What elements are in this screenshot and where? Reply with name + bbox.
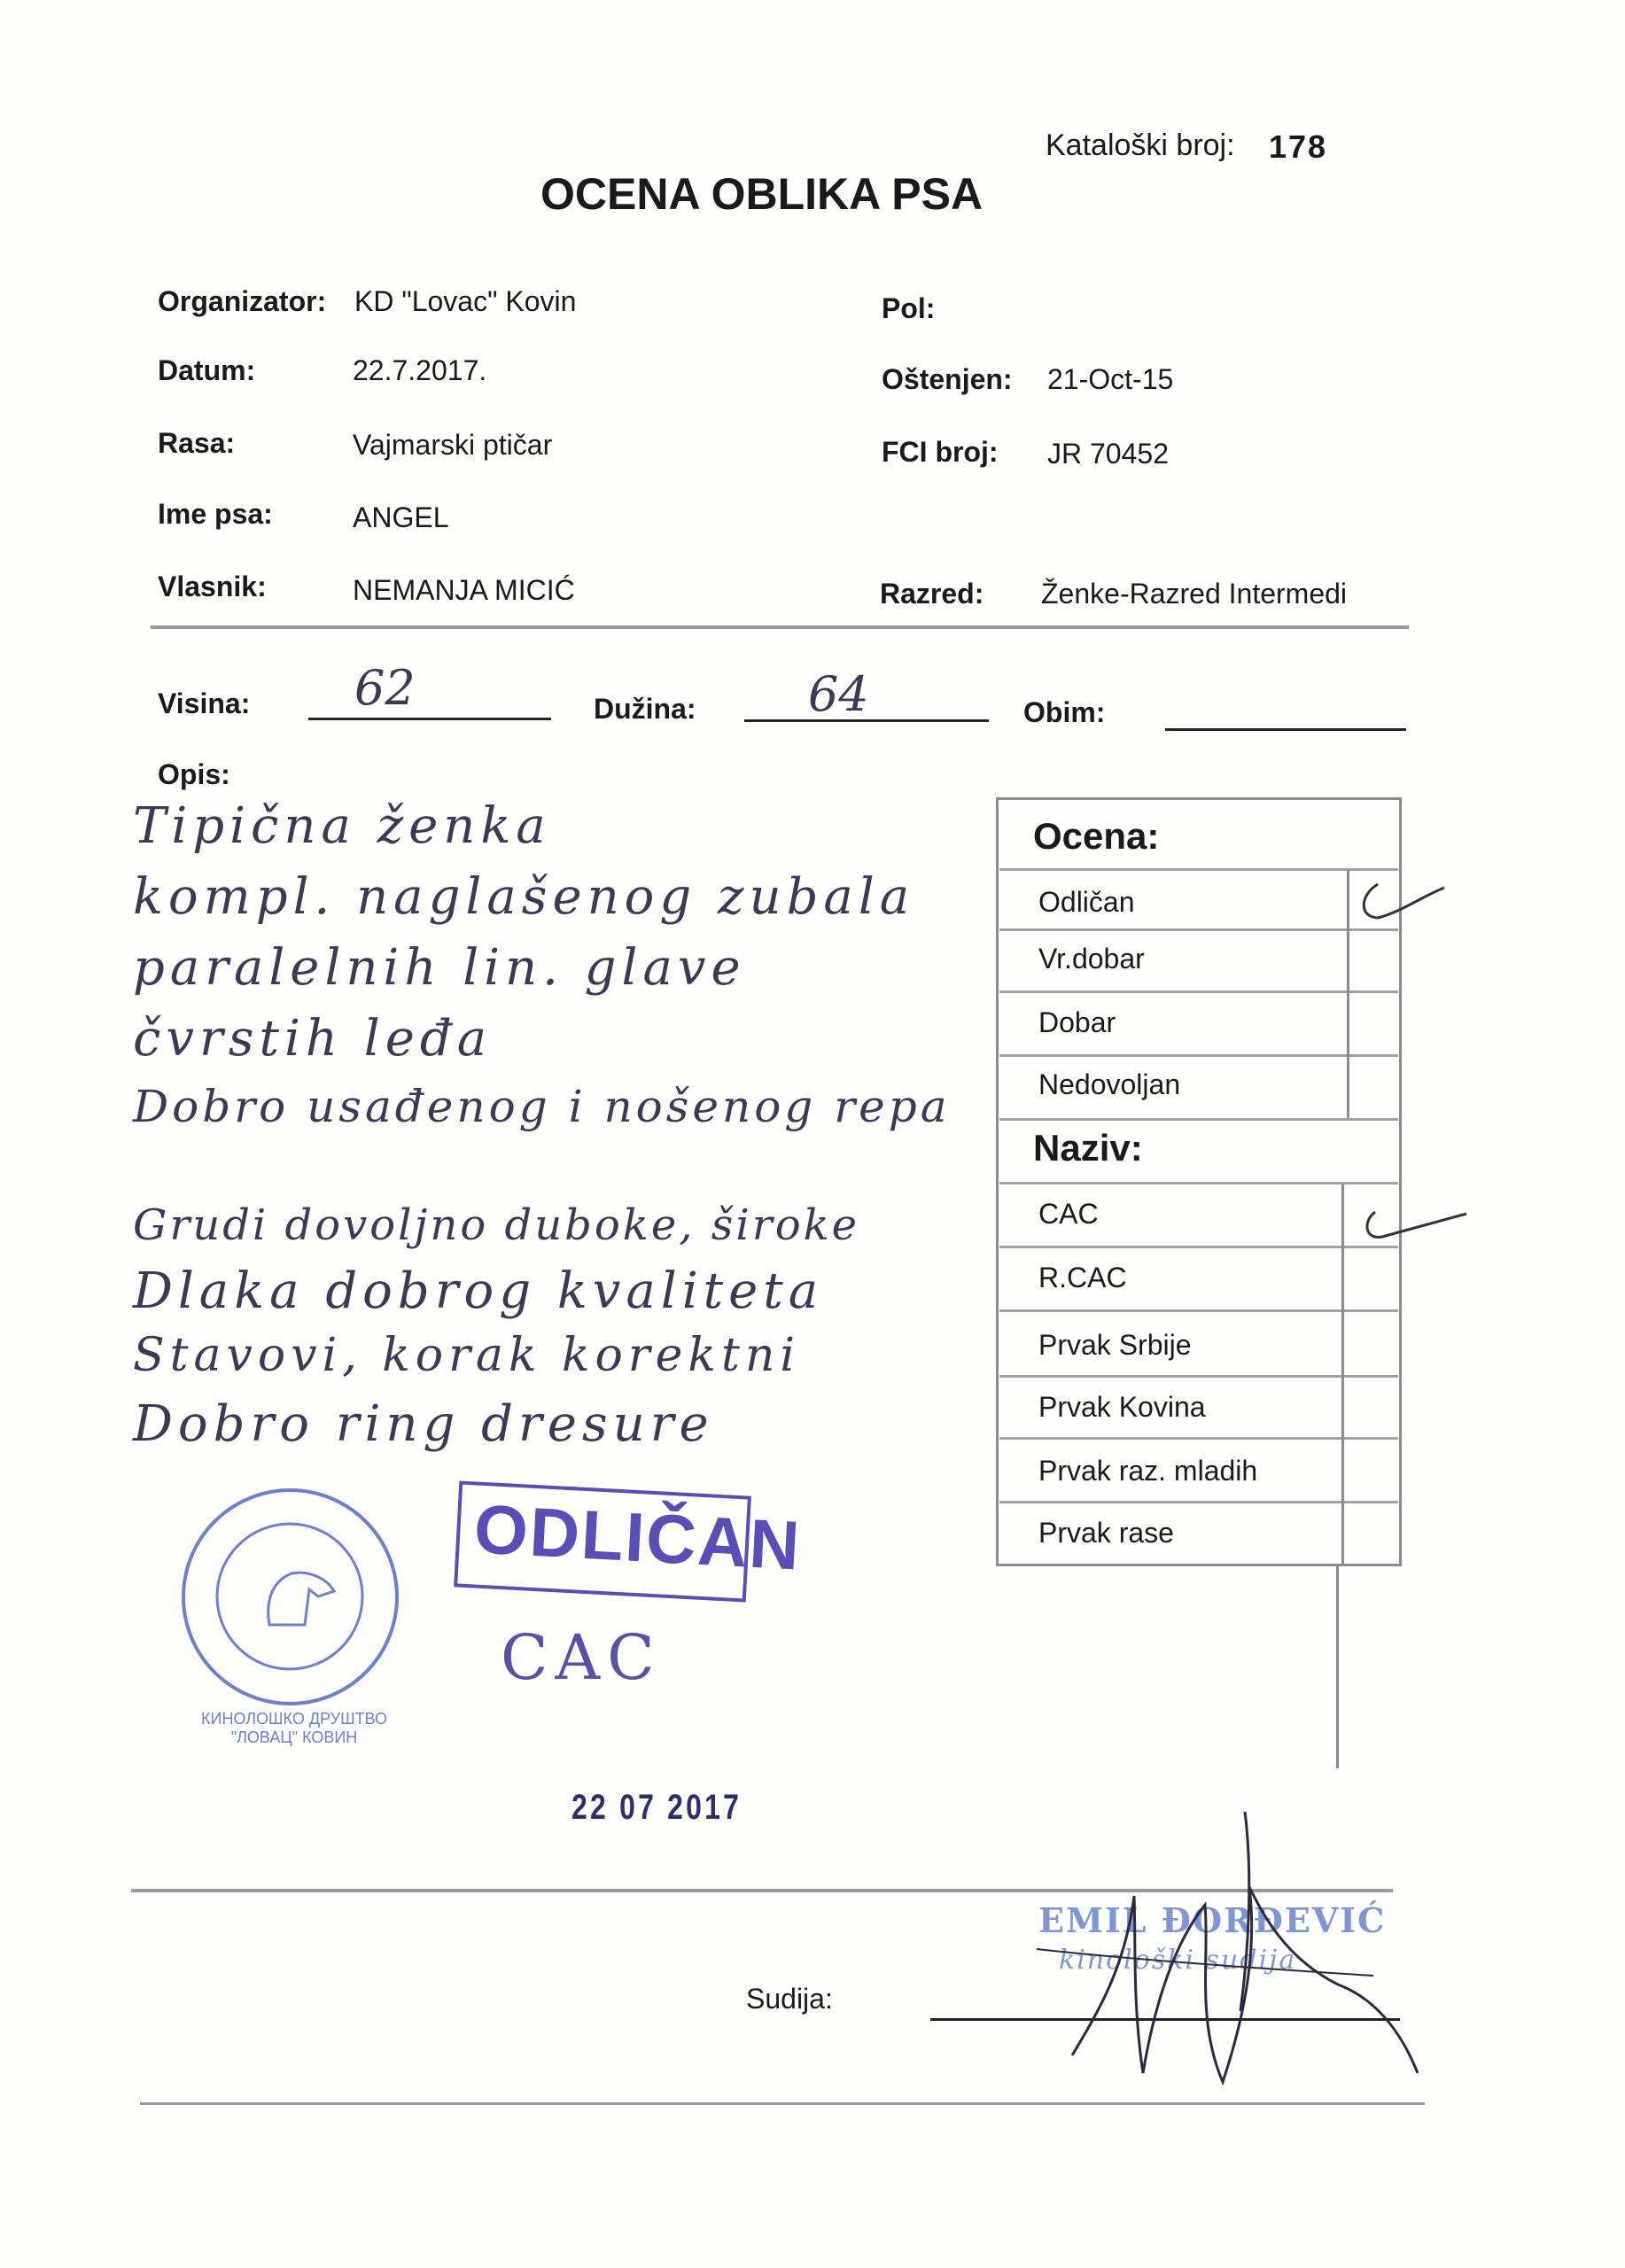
form-title: OCENA OBLIKA PSA — [540, 169, 984, 219]
box-row-divider — [999, 928, 1398, 931]
razred-label: Razred: — [880, 578, 984, 610]
judge-stamp-role: kinološki sudija — [1059, 1945, 1297, 1976]
judge-stamp-name: EMIL ĐORĐEVIĆ — [1038, 1900, 1387, 1940]
visina-label: Visina: — [158, 687, 251, 719]
opis-line-7: Dlaka dobrog kvaliteta — [133, 1262, 824, 1320]
ime-psa-value: ANGEL — [353, 501, 449, 533]
check-mark-icon — [1356, 1205, 1471, 1249]
ostenjen-value: 21-Oct-15 — [1047, 363, 1174, 395]
ocena-item-odlican: Odličan — [1038, 886, 1135, 918]
rasa-label: Rasa: — [158, 427, 236, 459]
box-row-divider — [999, 1118, 1398, 1121]
vlasnik-value: NEMANJA MICIĆ — [353, 574, 575, 606]
club-seal — [182, 1488, 399, 1705]
opis-label: Opis: — [158, 758, 230, 790]
ostenjen-label: Oštenjen: — [882, 363, 1013, 395]
ocena-item-dobar: Dobar — [1038, 1006, 1116, 1038]
ocena-item-vrdobar: Vr.dobar — [1038, 943, 1145, 975]
box-tail-line — [1336, 1565, 1339, 1768]
club-seal-text: КИНОЛОШКО ДРУШТВО "ЛОВАЦ" КОВИН — [201, 1710, 387, 1746]
opis-line-2: kompl. naglašenog zubala — [133, 868, 915, 926]
box-row-divider — [999, 1375, 1398, 1378]
naziv-item-prvak-kovina: Prvak Kovina — [1038, 1391, 1206, 1423]
duzina-value: 64 — [808, 666, 869, 722]
grade-stamp-text: ODLIČAN — [471, 1489, 804, 1585]
opis-line-4: čvrstih leđa — [133, 1010, 493, 1068]
organizator-label: Organizator: — [158, 285, 327, 317]
check-mark-icon — [1351, 877, 1449, 930]
box-row-divider — [999, 868, 1398, 871]
razred-value: Ženke-Razred Intermedi — [1041, 578, 1348, 610]
naziv-header: Naziv: — [1033, 1127, 1143, 1169]
opis-line-1: Tipična ženka — [133, 797, 551, 855]
ocena-header: Ocena: — [1033, 815, 1160, 857]
box-row-divider — [999, 1309, 1398, 1312]
catalog-number: 178 — [1269, 128, 1328, 165]
vlasnik-label: Vlasnik: — [158, 571, 267, 602]
obim-line — [1165, 728, 1406, 731]
box-row-divider — [999, 1182, 1398, 1184]
seal-ring-icon — [185, 1492, 395, 1702]
opis-line-3: paralelnih lin. glave — [133, 939, 746, 997]
ocena-item-nedovoljan: Nedovoljan — [1038, 1068, 1181, 1100]
opis-line-6: Grudi dovoljno duboke, široke — [133, 1200, 860, 1250]
sudija-label: Sudija: — [746, 1983, 833, 2015]
pol-label: Pol: — [882, 292, 936, 324]
fci-label: FCI broj: — [882, 436, 999, 468]
ime-psa-label: Ime psa: — [158, 498, 273, 530]
catalog-label: Kataloški broj: — [1046, 128, 1235, 162]
visina-value: 62 — [354, 660, 416, 716]
opis-line-8: Stavovi, korak korektni — [133, 1329, 800, 1382]
box-row-divider — [999, 990, 1398, 993]
datum-value: 22.7.2017. — [353, 354, 487, 386]
rasa-value: Vajmarski ptičar — [353, 429, 553, 461]
judge-signature-icon — [1019, 1807, 1427, 2100]
header-divider — [151, 625, 1409, 629]
obim-label: Obim: — [1023, 696, 1106, 728]
cac-stamp-text: CAC — [501, 1621, 662, 1694]
organizator-value: KD "Lovac" Kovin — [354, 285, 577, 317]
box-row-divider — [999, 1246, 1398, 1248]
box-row-divider — [999, 1437, 1398, 1440]
duzina-label: Dužina: — [594, 693, 696, 725]
datum-label: Datum: — [158, 354, 256, 386]
opis-line-5: Dobro usađenog i nošenog repa — [133, 1081, 951, 1132]
naziv-check-column — [1341, 1184, 1344, 1565]
opis-line-9: Dobro ring dresure — [133, 1395, 714, 1453]
visina-line — [308, 718, 551, 720]
naziv-item-prvak-rase: Prvak rase — [1038, 1517, 1174, 1549]
naziv-item-rcac: R.CAC — [1038, 1262, 1127, 1293]
naziv-item-prvak-raz-mladih: Prvak raz. mladih — [1038, 1455, 1258, 1487]
ocena-check-column — [1347, 870, 1349, 1118]
naziv-item-cac: CAC — [1038, 1198, 1099, 1230]
box-row-divider — [999, 1054, 1398, 1057]
box-row-divider — [999, 1501, 1398, 1503]
date-stamp: 22 07 2017 — [571, 1788, 743, 1827]
fci-value: JR 70452 — [1047, 438, 1169, 470]
bottom-line — [140, 2102, 1425, 2105]
naziv-item-prvak-srbije: Prvak Srbije — [1038, 1329, 1192, 1361]
